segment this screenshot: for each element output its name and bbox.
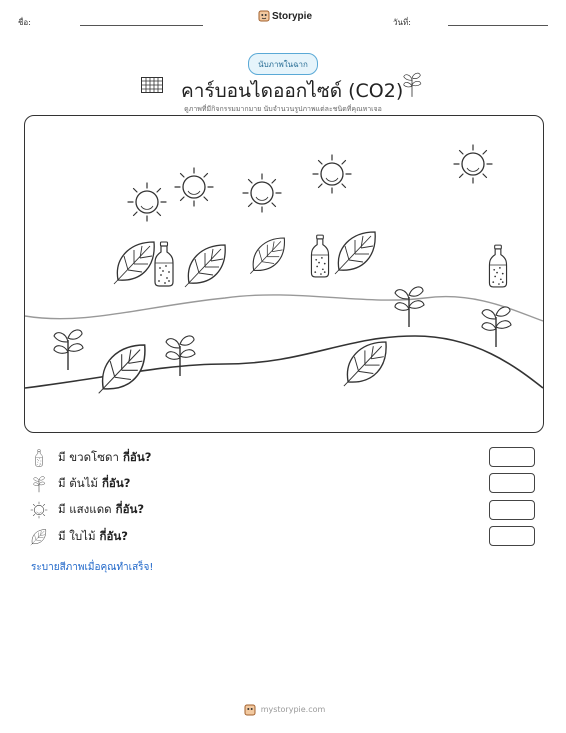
plant-icon <box>395 287 424 327</box>
leaf-icon <box>185 245 225 287</box>
brand-logo <box>258 10 312 22</box>
date-label: วันที่: <box>393 18 411 27</box>
name-line[interactable] <box>80 25 203 26</box>
question-text: มี ใบไม้ กี่อัน? <box>58 529 128 543</box>
sun-icon <box>454 145 492 183</box>
question-text: มี แสงแดด กี่อัน? <box>58 502 145 516</box>
brand-name: Storypie <box>272 10 313 22</box>
title-plant-icon <box>401 72 423 98</box>
plant-icon <box>166 336 195 376</box>
bottle-icon <box>30 449 48 467</box>
date-line[interactable] <box>448 25 548 26</box>
sun-icon <box>243 174 281 212</box>
sun-icon <box>313 155 351 193</box>
sun-icon <box>175 168 213 206</box>
leaf-icon <box>30 528 48 546</box>
leaf-icon <box>335 232 375 274</box>
instructions: ดูภาพที่มีกิจกรรมมากมาย นับจำนวนรูปภาพแต่ละชนิดที่คุณหาเจอ <box>184 105 382 113</box>
scene-illustration <box>25 116 543 432</box>
plant-icon <box>482 307 511 347</box>
question-plants <box>30 474 130 494</box>
page-title: คาร์บอนไดออกไซด์ (CO2) <box>181 80 404 102</box>
activity-badge: นับภาพในฉาก <box>248 53 318 75</box>
question-text: มี ขวดโซดา กี่อัน? <box>58 450 152 464</box>
storypie-logo-icon <box>258 10 270 22</box>
question-suns <box>30 500 144 520</box>
plant-icon <box>30 475 48 493</box>
answer-box-bottles[interactable] <box>489 447 535 467</box>
question-text: มี ต้นไม้ กี่อัน? <box>58 476 131 490</box>
sun-icon <box>30 501 48 519</box>
bottle-icon <box>311 235 328 277</box>
answer-box-suns[interactable] <box>489 500 535 520</box>
name-label: ชื่อ: <box>18 18 31 27</box>
leaf-icon <box>250 238 284 274</box>
answer-box-leaves[interactable] <box>489 526 535 546</box>
answer-box-plants[interactable] <box>489 473 535 493</box>
plant-icon <box>54 330 83 370</box>
site-url[interactable]: mystorypie.com <box>260 705 326 714</box>
leaf-icon <box>344 342 386 386</box>
sun-icon <box>128 183 166 221</box>
counting-scene <box>24 115 544 433</box>
leaf-icon <box>99 345 145 393</box>
bottle-icon <box>489 245 506 287</box>
bottle-icon <box>155 242 173 286</box>
back-hill-line <box>25 295 543 321</box>
question-bottles <box>30 448 151 468</box>
question-leaves <box>30 527 128 547</box>
grid-icon <box>141 77 163 93</box>
leaf-icon <box>114 242 154 284</box>
coloring-note: ระบายสีภาพเมื่อคุณทำเสร็จ! <box>31 562 154 573</box>
